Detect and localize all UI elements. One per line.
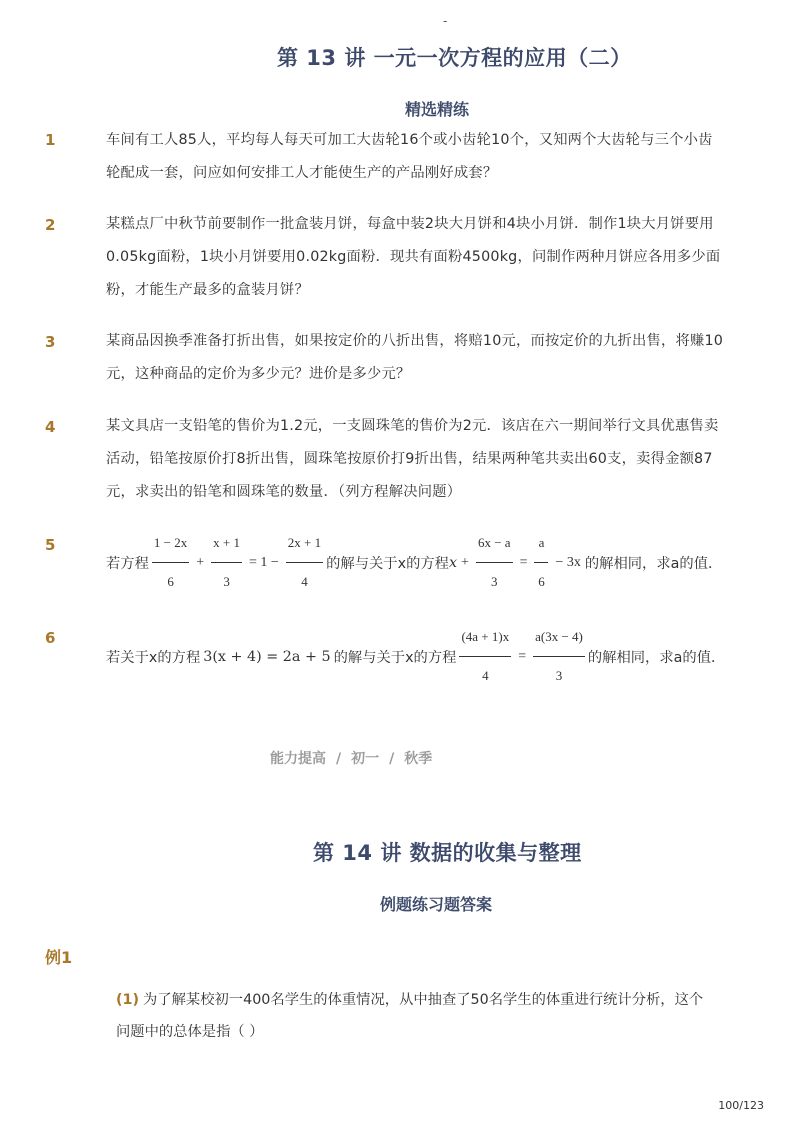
lecture-13-title: 第 13 讲 一元一次方程的应用（二） <box>277 46 632 70</box>
example-1-text: 为了解某校初一400名学生的体重情况，从中抽查了50名学生的体重进行统计分析，这个问题中的总体是指（ ） <box>116 992 704 1040</box>
fraction-denominator: 4 <box>301 574 308 589</box>
fraction-numerator: 6x − a <box>477 535 511 550</box>
example-1-question <box>116 984 716 1048</box>
example-1-label: 例1 <box>45 948 73 967</box>
fraction <box>459 629 511 683</box>
question-5-suffix: 的解相同，求a的值． <box>584 555 723 572</box>
fraction-denominator: 3 <box>223 574 230 589</box>
fraction-numerator: a(3x − 4) <box>535 629 583 644</box>
question-1-text: 车间有工人85人，平均每人每天可加工大齿轮16个或小齿轮10个，又知两个大齿轮与三个小齿轮配成一套，问应如何安排工人才能使生产的产品刚好成套？ <box>106 132 713 181</box>
question-5-equation <box>106 535 723 589</box>
question-5-prefix: 若方程 <box>106 555 149 572</box>
fraction-bar <box>476 562 513 563</box>
question-6-mid-text: 的解与关于x的方程 <box>333 649 457 666</box>
fraction <box>286 535 323 589</box>
fraction-bar <box>152 562 189 563</box>
operator: + <box>196 554 205 570</box>
top-mark: - <box>443 14 448 28</box>
question-2-number: 2 <box>45 216 56 234</box>
question-6-first-equation: 3(x + 4) = 2a + 5 <box>203 648 331 665</box>
question-5-mid-text: 的解与关于x的方程 <box>326 555 449 572</box>
course-tag-part: 初一 <box>351 751 380 767</box>
fraction-denominator: 6 <box>167 574 174 589</box>
lecture-14-section-title: 例题练习题答案 <box>380 895 493 914</box>
fraction-numerator: (4a + 1)x <box>461 629 510 644</box>
question-6-number: 6 <box>45 629 56 647</box>
fraction-bar <box>211 562 242 563</box>
question-6-suffix: 的解相同，求a的值． <box>587 649 726 666</box>
course-tag-separator: / <box>336 751 342 767</box>
operator: = 1 − <box>248 554 279 570</box>
fraction <box>211 535 242 589</box>
question-4-number: 4 <box>45 418 56 436</box>
lecture-14-title: 第 14 讲 数据的收集与整理 <box>313 841 582 865</box>
variable-x: x <box>448 554 458 571</box>
course-tag-separator: / <box>389 751 395 767</box>
question-6-prefix: 若关于x的方程 <box>106 649 201 666</box>
question-5-number: 5 <box>45 536 56 554</box>
question-3-number: 3 <box>45 333 56 351</box>
page-number: 100/123 <box>718 1099 764 1112</box>
fraction-denominator: 3 <box>555 668 563 683</box>
fraction <box>152 535 189 589</box>
fraction-numerator: 2x + 1 <box>287 535 322 550</box>
fraction-bar <box>286 562 323 563</box>
fraction-numerator: a <box>538 535 545 550</box>
operator: = <box>518 648 527 664</box>
fraction <box>534 535 548 589</box>
question-6-equation <box>106 629 726 683</box>
question-3-text: 某商品因换季准备打折出售，如果按定价的八折出售，将赔10元，而按定价的九折出售，将赚10元，这种商品的定价为多少元？进价是多少元？ <box>106 333 724 382</box>
fraction-bar <box>459 656 511 657</box>
fraction <box>533 629 585 683</box>
question-1-number: 1 <box>45 131 56 149</box>
fraction-denominator: 3 <box>491 574 498 589</box>
operator: + <box>461 554 469 570</box>
fraction <box>476 535 513 589</box>
question-5-tail-math: − 3x <box>555 554 581 570</box>
fraction-denominator: 6 <box>538 574 545 589</box>
course-tag <box>270 748 432 768</box>
course-tag-part: 能力提高 <box>270 751 326 767</box>
fraction-numerator: x + 1 <box>213 535 240 550</box>
example-1-sub-number: (1) <box>116 992 140 1008</box>
fraction-bar <box>533 656 585 657</box>
question-4-text: 某文具店一支铅笔的售价为1.2元，一支圆珠笔的售价为2元．该店在六一期间举行文具优惠售卖活动，铅笔按原价打8折出售，圆珠笔按原价打9折出售，结果两种笔共卖出60支，卖得金额87元，求卖出的铅笔和圆珠笔的数量．（列方程解决问题） <box>106 418 719 500</box>
lecture-13-section-title: 精选精练 <box>405 100 470 119</box>
fraction-bar <box>534 562 548 563</box>
fraction-numerator: 1 − 2x <box>153 535 188 550</box>
course-tag-part: 秋季 <box>404 751 433 767</box>
question-2-text: 某糕点厂中秋节前要制作一批盒装月饼，每盒中装2块大月饼和4块小月饼．制作1块大月饼要用0.05kg面粉，1块小月饼要用0.02kg面粉．现共有面粉4500kg，问制作两种月饼应各用多少面粉，才能生产最多的盒装月饼？ <box>106 216 721 298</box>
fraction-denominator: 4 <box>482 668 489 683</box>
operator: = <box>519 554 528 570</box>
